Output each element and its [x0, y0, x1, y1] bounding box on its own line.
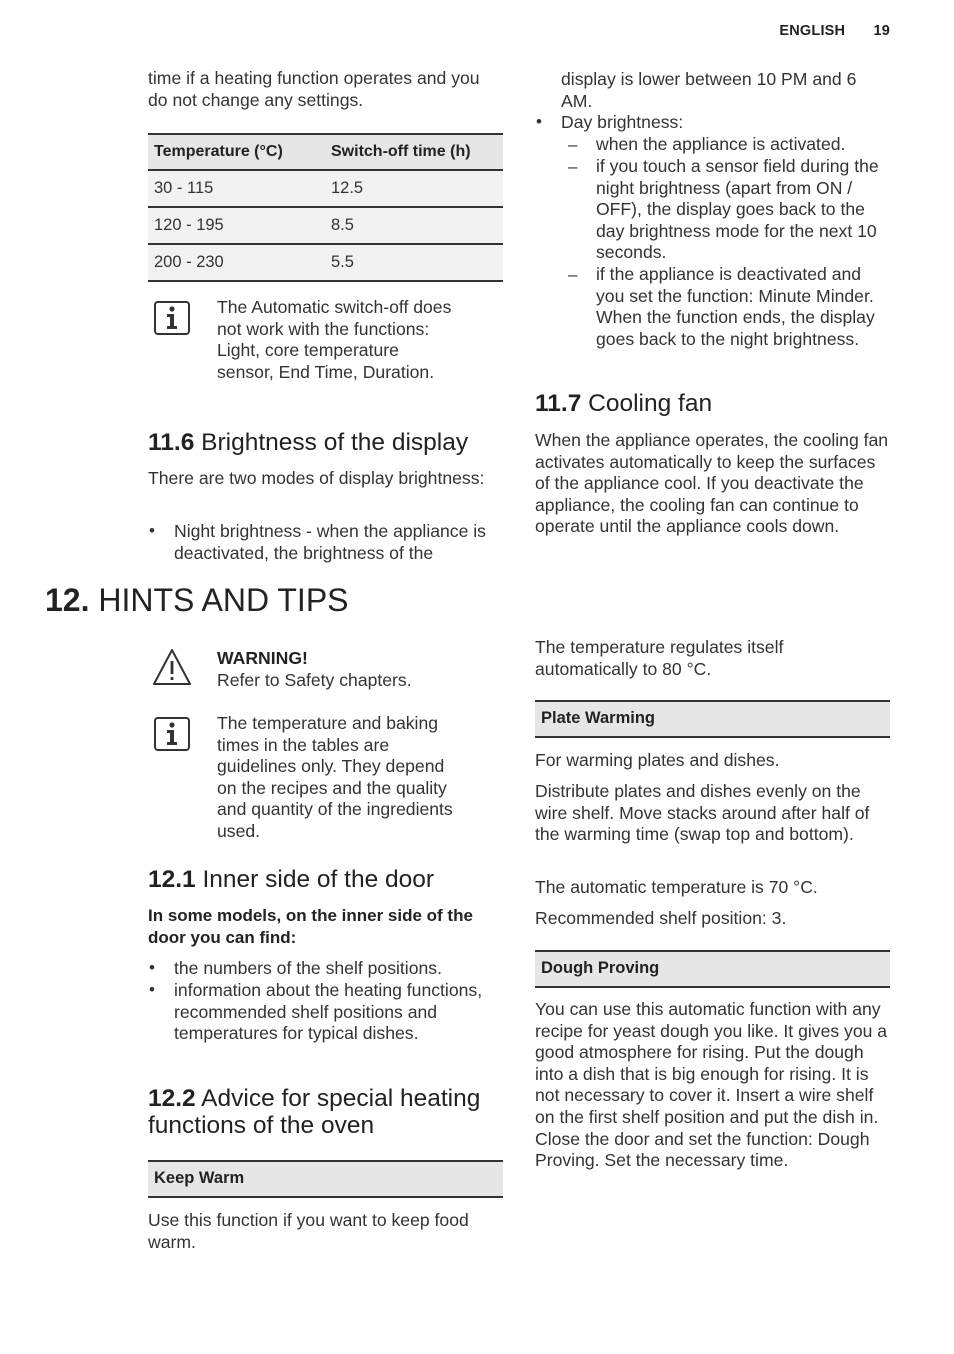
chapter-heading-12	[45, 582, 349, 618]
bullet-dot: •	[149, 521, 155, 540]
section-number: 11.7	[535, 390, 582, 417]
info-icon	[154, 717, 190, 751]
keep-warm-text: Use this function if you want to keep food warm.	[148, 1210, 469, 1252]
table-header-switch-off: Switch-off time (h)	[325, 134, 503, 170]
door-item: information about the heating functions, recommended shelf positions and temperatures for typical dishes.	[174, 980, 483, 1044]
warning-block	[217, 648, 497, 691]
intro-text: time if a heating function operates and you do not change any settings.	[148, 68, 480, 110]
dough-proving-bar: Dough Proving	[535, 950, 890, 988]
table-header-temperature: Temperature (°C)	[148, 134, 325, 170]
brightness-intro: There are two modes of display brightness:	[148, 468, 485, 488]
day-item: if the appliance is deactivated and you set the function: Minute Minder. When the function ends, the display goes back to the night brightness.	[596, 264, 875, 349]
info-icon	[154, 301, 190, 335]
table-cell: 200 - 230	[148, 244, 325, 281]
bullet-dot: •	[536, 112, 542, 131]
night-bullet: Night brightness - when the appliance is deactivated, the brightness of the	[174, 521, 486, 563]
table-cell: 12.5	[325, 170, 503, 207]
plate-warming-bar: Plate Warming	[535, 700, 890, 738]
table-row	[148, 244, 503, 281]
bullet-dot: •	[149, 958, 155, 977]
dash-marker: –	[568, 135, 578, 154]
section-number: 12.2	[148, 1085, 196, 1112]
day-item: when the appliance is activated.	[596, 134, 846, 154]
door-intro: In some models, on the inner side of the door you can find:	[148, 906, 473, 947]
table-row	[148, 207, 503, 244]
table-row	[148, 170, 503, 207]
keep-warm-continued: The temperature regulates itself automatically to 80 °C.	[535, 637, 784, 679]
day-item: if you touch a sensor field during the night brightness (apart from ON / OFF), the display goes back to the day brightness mode for the next 10 seconds.	[596, 156, 879, 263]
table-cell: 120 - 195	[148, 207, 325, 244]
day-bullet: Day brightness:	[561, 112, 684, 132]
plate-warming-p1: For warming plates and dishes.	[535, 750, 780, 770]
section-heading-11-7	[535, 390, 890, 417]
plate-warming-p3: The automatic temperature is 70 °C.	[535, 877, 818, 897]
header-language: ENGLISH	[779, 23, 846, 39]
table-cell: 5.5	[325, 244, 503, 281]
switch-off-table	[148, 133, 503, 282]
warning-icon	[152, 648, 192, 686]
page-number: 19	[873, 23, 890, 39]
plate-warming-p4: Recommended shelf position: 3.	[535, 908, 787, 928]
night-continued: display is lower between 10 PM and 6 AM.	[561, 69, 857, 111]
dash-marker: –	[568, 265, 578, 284]
chapter-title: HINTS AND TIPS	[98, 582, 349, 618]
info-note-1: The Automatic switch-off does not work with the functions: Light, core temperature sensor, End Time, Duration.	[217, 297, 452, 382]
table-cell: 30 - 115	[148, 170, 325, 207]
section-title: Advice for special heating functions of the oven	[148, 1085, 481, 1139]
section-heading-12-1	[148, 866, 503, 893]
cooling-fan-text: When the appliance operates, the cooling fan activates automatically to keep the surfaces of the appliance cool. If you deactivate the appliance, the cooling fan can continue to operate until the appliance cools down.	[535, 430, 889, 537]
section-heading-12-2	[148, 1085, 503, 1139]
section-heading-11-6	[148, 429, 503, 456]
bullet-dot: •	[149, 980, 155, 999]
chapter-number: 12.	[45, 582, 90, 618]
page-header	[779, 23, 890, 39]
plate-warming-p2: Distribute plates and dishes evenly on the wire shelf. Move stacks around after half of the warming time (swap top and bottom).	[535, 781, 870, 845]
warning-title: WARNING!	[217, 648, 308, 668]
section-title: Brightness of the display	[201, 429, 469, 456]
table-cell: 8.5	[325, 207, 503, 244]
info-note-2: The temperature and baking times in the tables are guidelines only. They depend on the recipes and the quality and quantity of the ingredients used.	[217, 713, 453, 841]
section-title: Cooling fan	[588, 390, 713, 417]
section-title: Inner side of the door	[202, 866, 435, 893]
section-number: 11.6	[148, 429, 195, 456]
door-item: the numbers of the shelf positions.	[174, 958, 442, 978]
dash-marker: –	[568, 157, 578, 176]
section-number: 12.1	[148, 866, 196, 893]
warning-text: Refer to Safety chapters.	[217, 669, 412, 690]
keep-warm-bar: Keep Warm	[148, 1160, 503, 1198]
dough-proving-text: You can use this automatic function with any recipe for yeast dough you like. It gives you a good atmosphere for rising. Put the dough into a dish that is big enough for rising. It is not necessary to cover it. Insert a wire shelf on the first shelf position and put the dish in. Close the door and set the function: Dough Proving. Set the necessary time.	[535, 999, 888, 1171]
